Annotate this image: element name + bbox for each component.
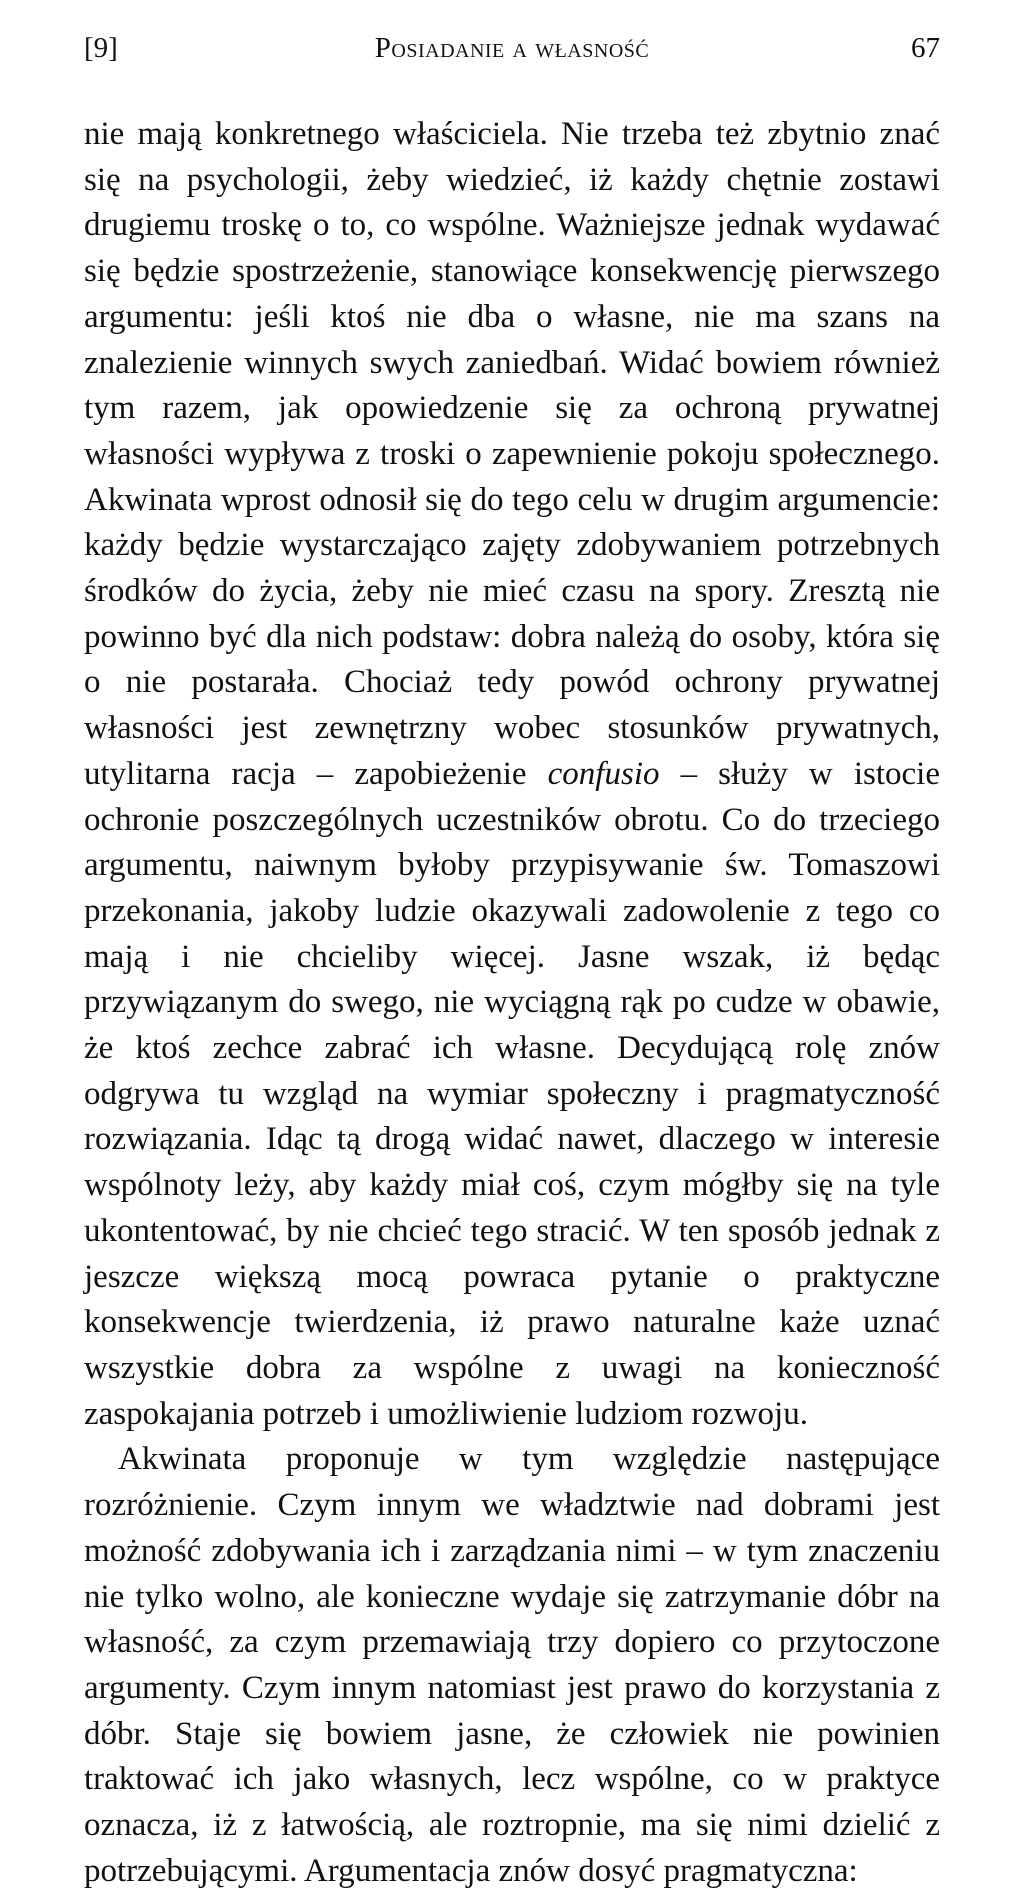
paragraph-1-text-a: nie mają konkretnego właściciela. Nie trzeba też zbytnio znać się na psychologii, żeby wiedzieć, iż każdy chętnie zostawi drugiemu troskę o to, co wspólne. Ważniejsze jednak wydawać się będzie spostrzeżenie, stanowiące konsekwencję pierwszego argumentu: jeśli ktoś nie dba o własne, nie ma szans na znalezienie winnych swych zaniedbań. Widać bowiem również tym razem, jak opowiedzenie się za ochroną prywatnej własności wypływa z troski o zapewnienie pokoju społecznego. Akwinata wprost odnosił się do tego celu w drugim argumencie: każdy będzie wystarczająco zajęty zdobywaniem potrzebnych środków do życia, żeby nie mieć czasu na spory. Zresztą nie powinno być dla nich podstaw: dobra należą do osoby, która się o nie postarała. Chociaż tedy powód ochrony prywatnej własności jest zewnętrzny wobec stosunków prywatnych, utylitarna racja – zapobieżenie [84, 116, 940, 792]
section-marker: [9] [84, 32, 118, 64]
running-header [84, 28, 940, 68]
latin-term-confusio: confusio [547, 755, 660, 792]
paragraph-2-text: Akwinata proponuje w tym względzie następujące rozróżnienie. Czym innym we władztwie nad dobrami jest możność zdobywania ich i zarządzania nimi – w tym znaczeniu nie tylko wolno, ale konieczne wydaje się zatrzymanie dóbr na własność, za czym przemawiają trzy dopiero co przytoczone argumenty. Czym innym natomiast jest prawo do korzystania z dóbr. Staje się bowiem jasne, że człowiek nie powinien traktować ich jako własnych, lecz wspólne, co w praktyce oznacza, iż z łatwością, ale roztropnie, ma się nimi dzielić z potrzebującymi. Argumentacja znów dosyć pragmatyczna: [84, 1441, 940, 1889]
page-number: 67 [911, 32, 940, 64]
paragraph-2 [84, 1437, 940, 1894]
paragraph-1-text-b: – służy w istocie ochronie poszczególnych uczestników obrotu. Co do trzeciego argumentu, naiwnym byłoby przypisywanie św. Tomaszowi przekonania, jakoby ludzie okazywali zadowolenie z tego co mają i nie chcieliby więcej. Jasne wszak, iż będąc przywiązanym do swego, nie wyciągną rąk po cudze w obawie, że ktoś zechce zabrać ich własne. Decydującą rolę znów odgrywa tu wzgląd na wymiar społeczny i pragmatyczność rozwiązania. Idąc tą drogą widać nawet, dlaczego w interesie wspólnoty leży, aby każdy miał coś, czym mógłby się na tyle ukontentować, by nie chcieć tego stracić. W ten sposób jednak z jeszcze większą mocą powraca pytanie o praktyczne konsekwencje twierdzenia, iż prawo naturalne każe uznać wszystkie dobra za wspólne z uwagi na konieczność zaspokajania potrzeb i umożliwienie ludziom rozwoju. [84, 755, 940, 1432]
paragraph-1 [84, 112, 940, 1437]
running-title: Posiadanie a własność [374, 32, 650, 64]
body-text [84, 112, 940, 1894]
